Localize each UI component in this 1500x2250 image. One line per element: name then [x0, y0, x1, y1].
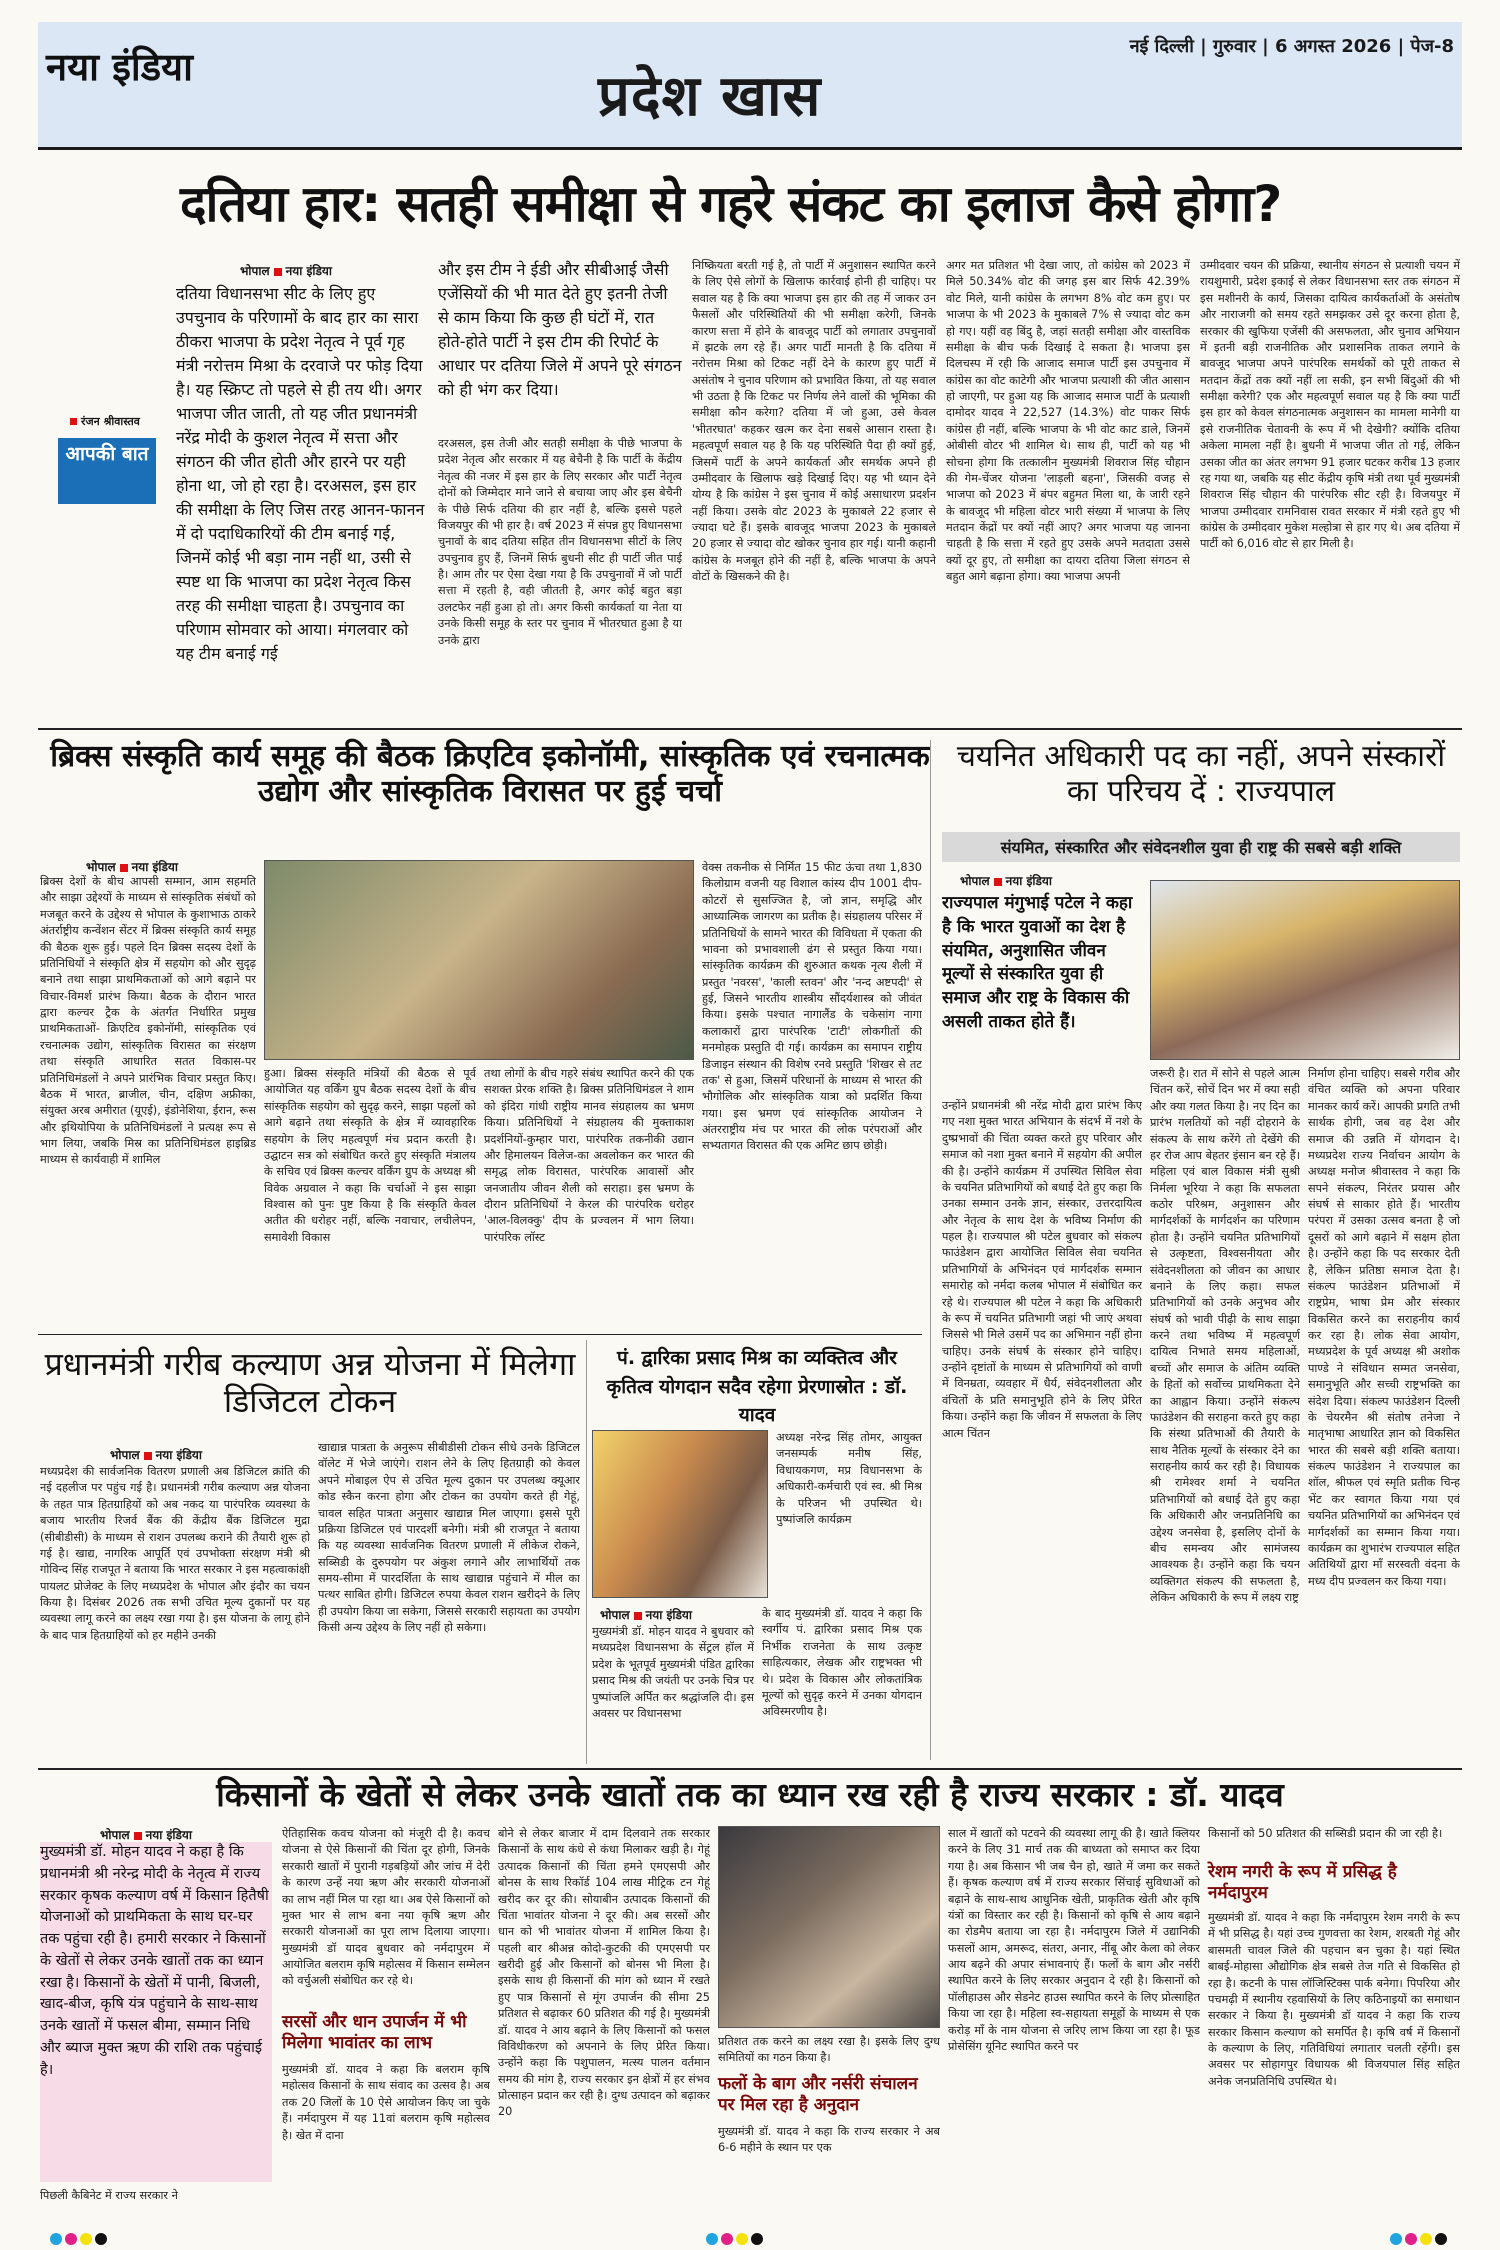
lead-headline: दतिया हार: सतही समीक्षा से गहरे संकट का इलाज कैसे होगा? [180, 175, 1282, 233]
mishra-byline: भोपाल नया इंडिया [600, 1608, 693, 1622]
lead-intro: दतिया विधानसभा सीट के लिए हुए उपचुनाव के परिणामों के बाद हार का सारा ठीकरा भाजपा के प्रदेश नेतृत्व ने पूर्व गृह मंत्री नरोत्तम मिश्रा के दरवाजे पर फोड़ दिया है। यह स्क्रिप्ट तो पहले से ही तय थी। अगर भाजपा जीत जाती, तो यह जीत प्रधानमंत्री नरेंद्र मोदी के कुशल नेतृत्व में सत्ता और संगठन की जीत होती और हारने पर यही होना था, जो हो रहा है। दरअसल, इस हार की समीक्षा के लिए जिस तरह आनन-फानन में दो पदाधिकारियों की टीम बनाई गई, जिनमें कोई भी बड़ा नाम नहीं था, उसी से स्पष्ट था कि भाजपा का प्रदेश नेतृत्व किस तरह की समीक्षा चाहता है। उपचुनाव का परिणाम सोमवार को आया। मंगलवार को यह टीम बनाई गई [176, 284, 425, 663]
author-name: रंजन श्रीवास्तव [70, 414, 140, 429]
governor-pullquote: राज्यपाल मंगुभाई पटेल ने कहा है कि भारत युवाओं का देश है संयमित, अनुशासित जीवन मूल्यों से संस्कारित युवा ही समाज और राष्ट्र के विकास की असली ताकत होते हैं। [942, 893, 1133, 1032]
farmers-subhead-2: फलों के बाग और नर्सरी संचालन पर मिल रहा है अनुदान [718, 2074, 918, 2116]
lead-column-3: अगर मत प्रतिशत भी देखा जाए, तो कांग्रेस को 2023 में मिले 50.34% वोट की जगह इस बार सिर्फ 42.39% वोट मिले, यानी कांग्रेस के लगभग 8% वोट कम हुए। पर भाजपा के भी 2023 के मुकाबले 7% से ज्यादा वोट कम हो गए। यहीं वह बिंदु है, जहां सतही समीक्षा और वास्तविक समीक्षा के बीच फर्क दिखाई दे सकता है। भाजपा इस दिलचस्प में रही कि आजाद समाज पार्टी इस उपचुनाव में कांग्रेस का वोट काटेगी और भाजपा प्रत्याशी की जीत आसान हो जाएगी, पर हुआ यह कि आजाद समाज पार्टी के प्रत्याशी दामोदर यादव ने 22,527 (14.3%) वोट पाकर सिर्फ कांग्रेस ही नहीं, बल्कि भाजपा के भी वोट काट डाले, जिनमें ओबीसी वोटर भी शामिल थे। साथ ही, पार्टी को यह भी सोचना होगा कि तत्कालीन मुख्यमंत्री शिवराज सिंह चौहान की गेम-चेंजर योजना 'लाड़ली बहना', जिसकी वजह से भाजपा को 2023 में बंपर बहुमत मिला था, के जारी रहने के बावजूद भी महिला वोटर भारी संख्या में भाजपा के लिए मतदान केंद्रों पर क्यों नहीं आए? अगर भाजपा यह जानना चाहती है कि सत्ता में रहते हुए उसके अपने मतदाता उससे क्यों दूर हुए, तो समीक्षा का दायरा दतिया जिला संगठन से बहुत आगे बढ़ाना होगा। क्या भाजपा अपनी [946, 259, 1190, 584]
cm-addressing-photo [718, 1826, 940, 2028]
pmgkay-column-1: मध्यप्रदेश की सार्वजनिक वितरण प्रणाली अब डिजिटल क्रांति की नई दहलीज पर पहुंच गई है। प्रधानमंत्री गरीब कल्याण अन्न योजना के तहत पात्र हितग्राहियों को अब नकद या पारंपरिक व्यवस्था के बजाय भारतीय रिजर्व बैंक की केंद्रीय बैंक डिजिटल मुद्रा (सीबीडीसी) के माध्यम से राशन उपलब्ध कराने की तैयारी शुरू हो गई है। खाद्य, नागरिक आपूर्ति एवं उपभोक्ता संरक्षण मंत्री श्री गोविन्द सिंह राजपूत ने बताया कि भारत सरकार ने इस महत्वाकांक्षी पायलट प्रोजेक्ट के लिए मध्यप्रदेश के भोपाल और इंदौर का चयन किया है। दिसंबर 2026 तक सभी उचित मूल्य दुकानों पर यह व्यवस्था लागू करने का लक्ष्य रखा गया है। इस योजना के लागू होने के बाद पात्र हितग्राहियों को हर महीने उनकी [40, 1465, 310, 1642]
brics-column-2: हुआ। ब्रिक्स संस्कृति मंत्रियों की बैठक से पूर्व आयोजित यह वर्किंग ग्रुप बैठक सदस्य देशों के बीच सांस्कृतिक सहयोग को सुदृढ़ करने, साझा पहलों को आगे बढ़ाने तथा संस्कृति के क्षेत्र में व्यावहारिक सहयोग के लिए महत्वपूर्ण मंच प्रदान करती है। उद्घाटन सत्र को संबोधित करते हुए संस्कृति मंत्रालय के सचिव एवं ब्रिक्स कल्चर वर्किंग ग्रुप के अध्यक्ष श्री विवेक अग्रवाल ने कहा कि चर्चाओं ने इस साझा विश्वास को पुनः पुष्ट किया है कि संस्कृति केवल अतीत की धरोहर नहीं, बल्कि नवाचार, लचीलेपन, समावेशी विकास [264, 1067, 476, 1244]
lead-intro-cont: और इस टीम ने ईडी और सीबीआई जैसी एजेंसियों की भी मात देते हुए इतनी तेजी से काम किया कि कुछ ही घंटों में, रात होते-होते पार्टी ने इस टीम की रिपोर्ट के आधार पर दतिया जिले में अपने पूरे संगठन को ही भंग कर दिया। [438, 260, 682, 399]
column-divider [586, 1340, 587, 1764]
byline-square-icon [634, 1612, 642, 1620]
section-divider [38, 1768, 1462, 1770]
lead-column-1: दरअसल, इस तेजी और सतही समीक्षा के पीछे भाजपा के प्रदेश नेतृत्व और सरकार में यह बेचैनी है कि पार्टी के केंद्रीय नेतृत्व की नजर में इस हार के लिए सरकार और पार्टी नेतृत्व दोनों को जिम्मेदार माने जाने से बचाया जाए और इस बेचैनी के पीछे सिर्फ दतिया की हार नहीं है, बल्कि इससे पहले विजयपुर की भी हार है। वर्ष 2023 में संपन्न हुए विधानसभा चुनावों के बाद दतिया सहित तीन विधानसभा सीटों के लिए उपचुनाव हुए हैं, जिनमें सिर्फ बुधनी सीट ही पार्टी जीत पाई है। आम तौर पर ऐसा देखा गया है कि उपचुनावों में जो पार्टी सत्ता में रहती है, वही जीतती है, अगर कोई बहुत बड़ा उलटफेर नहीं हुआ हो तो। अगर किसी कार्यकर्ता या नेता या उनके किसी समूह के स्तर पर चुनाव में भीतरघात हुआ है या उनके द्वारा [438, 437, 682, 647]
governor-byline: भोपाल नया इंडिया [960, 874, 1053, 888]
byline-square-icon [144, 1452, 152, 1460]
section-divider [38, 1334, 922, 1335]
governor-column-2: जरूरी है। रात में सोने से पहले आत्म चिंतन करें, सोचें दिन भर में क्या सही और क्या गलत किया है। नए दिन का प्रारंभ गलतियों को नहीं दोहराने के संकल्प के साथ करेंगे तो देखेंगे की हर रोज आप बेहतर इंसान बन रहे हैं। महिला एवं बाल विकास मंत्री सुश्री निर्मला भूरिया ने कहा कि सफलता कठोर परिश्रम, अनुशासन और मार्गदर्शकों के मार्गदर्शन का परिणाम होता है। उन्होंने चयनित प्रतिभागियों से उत्कृष्टता, विश्वसनीयता और संवेदनशीलता को जीवन का आधार बनाने के लिए कहा। सफल प्रतिभागियों को उनके अनुभव और संघर्ष को भावी पीढ़ी के साथ साझा करने तथा भविष्य में महत्वपूर्ण दायित्व निभाते समय महिलाओं, बच्चों और समाज के अंतिम व्यक्ति के हितों को सर्वोच्च प्राथमिकता देने का आह्वान किया। उन्होंने संकल्प फाउंडेशन की सराहना करते हुए कहा कि संस्था प्रतिभाओं की तैयारी के साथ नैतिक मूल्यों के संस्कार देने का सराहनीय कार्य कर रही है। विधायक श्री रामेश्वर शर्मा ने चयनित प्रतिभागियों को बधाई देते हुए कहा कि अधिकारी और जनप्रतिनिधि का उद्देश्य जनसेवा है, इसलिए दोनों के बीच समन्वय और सामंजस्य आवश्यक है। उन्होंने कहा कि चयन व्यक्तिगत संकल्प की सफलता है, लेकिन अधिकारी के रूप में लक्ष्य राष्ट्र [1150, 1067, 1300, 1604]
brics-column-3: तथा लोगों के बीच गहरे संबंध स्थापित करने की एक सशक्त प्रेरक शक्ति है। ब्रिक्स प्रतिनिधिमंडल ने शाम को इंदिरा गांधी राष्ट्रीय मानव संग्रहालय का भ्रमण किया। प्रतिनिधियों ने संग्रहालय की मुक्ताकाश प्रदर्शनियों-कुम्हार पारा, पारंपरिक तकनीकी उद्यान और हिमालयन विलेज-का अवलोकन कर भारत की समृद्ध लोक विरासत, पारंपरिक आवासों और जनजातीय जीवन शैली को सराहा। इस भ्रमण के दौरान प्रतिनिधियों ने केरल की पारंपरिक धरोहर 'आल-विलक्कु' दीप के प्रज्वलन में भाग लिया। पारंपरिक लॉस्ट [484, 1067, 694, 1244]
governor-subhead: संयमित, संस्कारित और संवेदनशील युवा ही राष्ट्र की सबसे बड़ी शक्ति [942, 832, 1460, 862]
mishra-caption: अध्यक्ष नरेन्द्र सिंह तोमर, आयुक्त जनसम्पर्क मनीष सिंह, विधायकगण, मप्र विधानसभा के अधिकारी-कर्मचारी एवं स्व. श्री मिश्र के परिजन भी उपस्थित थे। पुष्पांजलि कार्यक्रम [776, 1431, 922, 1526]
farmers-column-1b: मुख्यमंत्री डॉ. यादव ने कहा कि बलराम कृषि महोत्सव किसानों के साथ संवाद का उत्सव है। अब तक 20 जिलों के 10 ऐसे आयोजन किए जा चुके हैं। नर्मदापुरम में यह 11वां बलराम कृषि महोत्सव है। खेत में दाना [282, 2063, 490, 2142]
farmers-headline: किसानों के खेतों से लेकर उनके खातों तक का ध्यान रख रही है राज्य सरकार : डॉ. यादव [216, 1775, 1284, 1814]
byline-square-icon [994, 878, 1002, 886]
farmers-column-5: किसानों को 50 प्रतिशत की सब्सिडी प्रदान की जा रही है। [1208, 1827, 1443, 1840]
lead-column-4: उम्मीदवार चयन की प्रक्रिया, स्थानीय संगठन से प्रत्याशी चयन में रायशुमारी, प्रदेश इकाई से लेकर विधानसभा स्तर तक संगठन में इस मशीनरी के कार्य, जिसका दायित्व कार्यकर्ताओं के असंतोष और नाराजगी को समय रहते समझकर उसे दूर करना होता है, सरकार की खुफिया एजेंसी की असफलता, और चुनाव अभियान में इतनी बड़ी राजनीतिक और प्रशासनिक ताकत लगाने के बावजूद भाजपा अपने पारंपरिक समर्थकों को पूरी ताकत से मतदान केंद्रों तक क्यों नहीं ला सकी, इन सभी बिंदुओं की भी समीक्षा करेगी? एक और महत्वपूर्ण सवाल यह है कि क्या पार्टी इस हार को केवल संगठनात्मक अनुशासन का मामला मानेगी या इसे राजनीतिक चेतावनी के रूप में भी देखेगी? क्योंकि दतिया अकेला मामला नहीं है। बुधनी में भाजपा जीत तो गई, लेकिन उसका जीत का अंतर लगभग 91 हजार घटकर करीब 13 हजार रह गया था, जबकि यह सीट केंद्रीय कृषि मंत्री तथा पूर्व मुख्यमंत्री शिवराज सिंह चौहान की पारंपरिक सीट रही है। विजयपुर में भाजपा उम्मीदवार रामनिवास रावत सरकार में मंत्री रहते हुए भी कांग्रेस के उम्मीदवार मुकेश मल्होत्रा से हार गए थे। अब दतिया में पार्टी को 6,016 वोट से हार मिली है। [1200, 259, 1460, 551]
brics-column-1: ब्रिक्स देशों के बीच आपसी सम्मान, आम सहमति और साझा उद्देश्यों के माध्यम से सांस्कृतिक संबंधों को मजबूत करने के उद्देश्य से भोपाल के कुशाभाऊ ठाकरे अंतर्राष्ट्रीय कन्वेंशन सेंटर में ब्रिक्स संस्कृति कार्य समूह की बैठक शुरू हुई। पहले दिन ब्रिक्स सदस्य देशों के प्रतिनिधियों ने संस्कृति क्षेत्र में सहयोग को और सुदृढ़ बनाने तथा साझा प्राथमिकताओं को आगे बढ़ाने पर विचार-विमर्श प्रारंभ किया। बैठक के दौरान भारत द्वारा कल्चर ट्रैक के अंतर्गत निर्धारित प्रमुख प्राथमिकताओं- क्रिएटिव इकोनॉमी, सांस्कृतिक एवं रचनात्मक उद्योग, सांस्कृतिक विरासत का संरक्षण तथा संस्कृति आधारित सतत विकास-पर प्रतिनिधिमंडलों ने अपने प्रारंभिक विचार प्रस्तुत किए। बैठक में भारत, ब्राजील, चीन, दक्षिण अफ्रीका, संयुक्त अरब अमीरात (यूएई), इंडोनेशिया, ईरान, रूस और इथियोपिया के प्रतिनिधिमंडलों ने प्रत्यक्ष रूप से भाग लिया, जबकि मिस्र का प्रतिनिधिमंडल हाइब्रिड माध्यम से कार्यवाही में शामिल [40, 875, 256, 1167]
farmers-subhead-1: सरसों और धान उपार्जन में भी मिलेगा भावांतर का लाभ [282, 2012, 467, 2054]
byline-square-icon [274, 268, 282, 276]
lead-byline: भोपाल नया इंडिया [240, 264, 333, 278]
print-registration-strip [0, 2222, 1500, 2250]
section-divider [38, 728, 1462, 730]
brics-delegates-photo [264, 860, 694, 1060]
color-registration-dots [706, 2230, 766, 2249]
brics-byline: भोपाल नया इंडिया [86, 860, 179, 874]
farmers-column-3: प्रतिशत तक करने का लक्ष्य रखा है। इसके लिए दुग्ध समितियों का गठन किया है। [718, 2035, 940, 2065]
brics-column-4: वेक्स तकनीक से निर्मित 15 फीट ऊंचा तथा 1,830 किलोग्राम वजनी यह विशाल कांस्य दीप 1001 दीप-कोटरों से सुसज्जित है, जो ज्ञान, समृद्धि और आध्यात्मिक जागरण का प्रतीक है। संग्रहालय परिसर में प्रतिनिधियों के सामने भारत की विविधता में एकता की भावना को प्रभावशाली ढंग से प्रस्तुत किया गया। सांस्कृतिक कार्यक्रम की शुरुआत कथक नृत्य शैली में प्रस्तुत 'नवरस', 'काली स्तवन' और 'नन्द अष्टपदी' से हुई, जिसने भारतीय शास्त्रीय सौंदर्यशास्त्र को जीवंत किया। इसके पश्चात नागालैंड के चकेसांग नागा कलाकारों द्वारा पारंपरिक 'टाटी' लोकगीतों की मनमोहक प्रस्तुति दी गई। कार्यक्रम का समापन राष्ट्रीय डिजाइन संस्थान की विशेष रनवे प्रस्तुति 'शिखर से तट तक' से हुआ, जिसमें परिधानों के माध्यम से भारत की भौगोलिक और सांस्कृतिक यात्रा को प्रदर्शित किया गया। इस भ्रमण एवं सांस्कृतिक आयोजन ने अंतरराष्ट्रीय मंच पर भारत की लोक परंपराओं और सभ्यतागत विरासत की एक अमिट छाप छोड़ी। [702, 861, 922, 1153]
color-registration-dots [1390, 2230, 1450, 2249]
governor-column-3: निर्माण होना चाहिए। सबसे गरीब और वंचित व्यक्ति को अपना परिवार मानकर कार्य करें। आपकी प्रगति तभी सार्थक होगी, जब वह देश और समाज की उन्नति में योगदान दे। मध्यप्रदेश राज्य निर्वाचन आयोग के अध्यक्ष मनोज श्रीवास्तव ने कहा कि सपने संकल्प, निरंतर प्रयास और संघर्ष से साकार होते हैं। भारतीय परंपरा में उसका उत्सव बनता है जो दूसरों को आगे बढ़ाने में सक्षम होता है। उन्होंने कहा कि पद सरकार देती है, लेकिन प्रतिष्ठा समाज देता है। संकल्प फाउंडेशन प्रतिभाओं में राष्ट्रप्रेम, भाषा प्रेम और संस्कार विकसित करने का सराहनीय कार्य कर रहा है। लोक सेवा आयोग, मध्यप्रदेश के पूर्व अध्यक्ष श्री अशोक पाण्डे ने संविधान सम्मत जनसेवा, समानुभूति और सच्ची राष्ट्रभक्ति का संदेश दिया। संकल्प फाउंडेशन दिल्ली के चेयरमैन श्री संतोष तनेजा ने मातृभाषा आधारित ज्ञान को विकसित भारत की सबसे बड़ी शक्ति बताया। संकल्प फाउंडेशन ने राज्यपाल का शॉल, श्रीफल एवं स्मृति प्रतीक चिन्ह भेंट कर स्वागत किया गया एवं चयनित प्रतिभागियों का अभिनंदन एवं मार्गदर्शकों का सम्मान किया गया। कार्यक्रम का शुभारंभ राज्यपाल सहित अतिथियों द्वारा माँ सरस्वती वंदना के मध्य दीप प्रज्वलन कर किया गया। [1308, 1067, 1460, 1588]
pmgkay-headline: प्रधानमंत्री गरीब कल्याण अन्न योजना में मिलेगा डिजिटल टोकन [44, 1345, 576, 1420]
farmers-byline: भोपाल नया इंडिया [100, 1828, 193, 1842]
mishra-tribute-photo [592, 1430, 768, 1598]
farmers-intro-tail: पिछली कैबिनेट में राज्य सरकार ने [40, 2189, 178, 2202]
farmers-subhead-3: रेशम नगरी के रूप में प्रसिद्ध है नर्मदापुरम [1208, 1862, 1397, 1904]
governor-column-1: उन्होंने प्रधानमंत्री श्री नरेंद्र मोदी द्वारा प्रारंभ किए गए नशा मुक्त भारत अभियान के संदर्भ में नशे के दुष्प्रभावों की चिंता व्यक्त करते हुए परिवार और समाज को नशा मुक्त बनाने में सहयोग की अपील की है। उन्होंने कार्यक्रम में उपस्थित सिविल सेवा के चयनित प्रतिभागियों को बधाई देते हुए कहा कि उनका सम्मान उनके ज्ञान, संस्कार, उत्तरदायित्व और नेतृत्व के साथ देश के भविष्य निर्माण की पहल है। राज्यपाल श्री पटेल बुधवार को संकल्प फाउंडेशन द्वारा आयोजित सिविल सेवा चयनित प्रतिभागियों के अभिनंदन एवं मार्गदर्शक सम्मान समारोह को नर्मदा कलब भोपाल में संबोधित कर रहे थे। राज्यपाल श्री पटेल ने कहा कि अधिकारी के रूप में चयनित प्रतिभागी जहां भी जाएं अथवा जिससे भी मिले उसमें पद का अभिमान नहीं होना चाहिए। उनके संघर्ष के संस्कार होने चाहिए। उन्होंने दृष्टांतों के माध्यम से प्रतिभागियों को वाणी में विनम्रता, व्यवहार में धैर्य, संवेदनशीलता और वंचितों के प्रति समानुभूति होने के लिए प्रेरित किया। उन्होंने कहा कि जीवन में सफलता के लिए आत्म चिंतन [942, 1099, 1142, 1440]
farmers-column-4: साल में खातों को पटवने की व्यवस्था लागू की है। खाते क्लियर करने के लिए 31 मार्च तक की बाध्यता को समाप्त कर दिया गया है। अब किसान भी जब चैन हो, खाते में जमा कर सकते हैं। कृषक कल्याण वर्ष में राज्य सरकार सिंचाई सुविधाओं को बढ़ाने के साथ-साथ आधुनिक खेती, प्राकृतिक खेती और कृषि यंत्रों का विस्तार कर रही है। किसानों को कृषि से आय बढ़ाने का रोडमैप बताया जा रहा है। नर्मदापुरम जिले में उद्यानिकी फसलों आम, अमरूद, संतरा, अनार, नींबू और केला को लेकर आय बढ़ने की अपार संभावनाएं हैं। फलों के बाग और नर्सरी स्थापित करने के लिए सरकार अनुदान दे रही है। किसानों को पॉलीहाउस और सेडनेट हाउस स्थापित करने के लिए प्रोत्साहित किया जा रहा है। महिला स्व-सहायता समूहों के माध्यम से एक करोड़ माँ के नाम योजना से जरिए लाभ किया जा रहा है। फूड प्रोसेसिंग यूनिट स्थापित करने पर [948, 1827, 1200, 2053]
farmers-intro: मुख्यमंत्री डॉ. मोहन यादव ने कहा है कि प्रधानमंत्री श्री नरेन्द्र मोदी के नेतृत्व में राज्य सरकार कृषक कल्याण वर्ष में किसान हितैषी योजनाओं को प्राथमिकता के साथ घर-घर तक पहुंचा रही है। हमारी सरकार ने किसानों के खेतों से लेकर उनके खातों तक का ध्यान रखा है। किसानों के खेतों में पानी, बिजली, खाद-बीज, कृषि यंत्र पहुंचाने के साथ-साथ उनके खातों में फसल बीमा, सम्मान निधि और ब्याज मुक्त ऋण की राशि तक पहुंचाई है। [40, 1842, 272, 2182]
newspaper-logo: नया इंडिया [46, 44, 193, 89]
lead-column-2: निष्क्रियता बरती गई है, तो पार्टी में अनुशासन स्थापित करने के लिए ऐसे लोगों के खिलाफ कार्रवाई होनी ही चाहिए। पर सवाल यह है कि क्या भाजपा इस हार की तह में जाकर उन फैसलों और परिस्थितियों की भी समीक्षा करेगी, जिनके कारण सत्ता में होने के बावजूद पार्टी को लगातार उपचुनावों में झटके लग रहे हैं। अगर पार्टी मानती है कि दतिया में नरोत्तम मिश्रा को टिकट नहीं देने के कारण हुए पार्टी में असंतोष ने चुनाव परिणाम को प्रभावित किया, तो यह सवाल भी उठता है कि टिकट पर निर्णय लेने वालों की भूमिका की समीक्षा कौन करेगा? दतिया में जो हुआ, उसे केवल 'भीतरघात' कहकर खत्म कर देना सबसे आसान रास्ता है। महत्वपूर्ण सवाल यह है कि यह परिस्थिति पैदा ही क्यों हुई, जिसमें पार्टी के अपने कार्यकर्ता और समर्थक अपने ही उम्मीदवार के खिलाफ खड़े दिखाई दिए। यह भी ध्यान देने योग्य है कि कांग्रेस ने इस चुनाव में कोई असाधारण प्रदर्शन नहीं किया। उसके वोट 2023 के मुकाबले 22 हजार से ज्यादा घटे हैं। इसके बावजूद भाजपा 2023 के मुकाबले 20 हजार से ज्यादा वोट खोकर चुनाव हार गई। यानी कहानी कांग्रेस के मजबूत होने की नहीं है, बल्कि भाजपा के अपने वोटों के खिसकने की है। [692, 259, 936, 584]
farmers-column-2: बोने से लेकर बाजार में दाम दिलवाने तक सरकार किसानों के साथ कंधे से कंधा मिलाकर खड़ी है। गेहूं उत्पादक किसानों की चिंता हमने एमएसपी और बोनस के साथ रिकॉर्ड 104 लाख मीट्रिक टन गेहूं खरीद कर दूर की। सोयाबीन उत्पादक किसानों की चिंता भावांतर योजना ने दूर की। अब सरसों और धान को भी भावांतर योजना में शामिल किया है। पहली बार श्रीअन्न कोदो-कुटकी की एमएसपी पर खरीदी हुई और किसानों को बोनस भी मिला है। इसके साथ ही किसानों की मांग को ध्यान में रखते हुए पात्र किसानों से मूंग उपार्जन की सीमा 25 प्रतिशत से बढ़ाकर 60 प्रतिशत की गई है। मुख्यमंत्री डॉ. यादव ने आय बढ़ाने के लिए किसानों को फसल विविधीकरण को अपनाने के लिए प्रेरित किया। उन्होंने कहा कि पशुपालन, मत्स्य पालन वर्तमान समय की मांग है, राज्य सरकार इन क्षेत्रों में हर संभव प्रोत्साहन प्रदान कर रही है। दुग्ध उत्पादन को बढ़ाकर 20 [498, 1827, 710, 2119]
brics-headline: ब्रिक्स संस्कृति कार्य समूह की बैठक क्रिएटिव इकोनॉमी, सांस्कृतिक एवं रचनात्मक उद्योग और सांस्कृतिक विरासत पर हुई चर्चा [50, 739, 930, 809]
section-title: प्रदेश खास [598, 64, 822, 129]
mishra-column-1: मुख्यमंत्री डॉ. मोहन यादव ने बुधवार को मध्यप्रदेश विधानसभा के सेंट्रल हॉल में प्रदेश के भूतपूर्व मुख्यमंत्री पंडित द्वारिका प्रसाद मिश्र की जयंती पर उनके चित्र पर पुष्पांजलि अर्पित कर श्रद्धांजलि दी। इस अवसर पर विधानसभा [592, 1625, 754, 1720]
byline-square-icon [134, 1832, 142, 1840]
mishra-headline: पं. द्वारिका प्रसाद मिश्र का व्यक्तित्व और कृतित्व योगदान सदैव रहेगा प्रेरणास्रोत : डॉ. यादव [606, 1347, 908, 1426]
masthead [38, 22, 1462, 150]
byline-square-icon [120, 864, 128, 872]
pmgkay-column-2: खाद्यान्न पात्रता के अनुरूप सीबीडीसी टोकन सीधे उनके डिजिटल वॉलेट में भेजे जाएंगे। राशन लेने के लिए हितग्राही को केवल अपने मोबाइल ऐप से उचित मूल्य दुकान पर उपलब्ध क्यूआर कोड स्कैन करना होगा और टोकन का उपयोग करते ही गेहूं, चावल सहित पात्रता अनुसार खाद्यान्न मिल जाएगा। इससे पूरी प्रक्रिया डिजिटल एवं पारदर्शी बनेगी। मंत्री श्री राजपूत ने बताया कि यह व्यवस्था सार्वजनिक वितरण प्रणाली में लीकेज रोकने, सब्सिडी के दुरुपयोग पर अंकुश लगाने और लाभार्थियों तक समय-सीमा में पारदर्शिता के साथ खाद्यान्न पहुंचाने में मील का पत्थर साबित होगी। डिजिटल रुपया केवल राशन खरीदने के लिए ही उपयोग किया जा सकेगा, जिससे सरकारी सहायता का उपयोग किसी अन्य उद्देश्य के लिए नहीं हो सकेगा। [318, 1441, 580, 1635]
mishra-column-2: के बाद मुख्यमंत्री डॉ. यादव ने कहा कि स्वर्गीय पं. द्वारिका प्रसाद मिश्र एक निर्भीक राजनेता के साथ उत्कृष्ट साहित्यकार, लेखक और राष्ट्रभक्त भी थे। प्रदेश के विकास और लोकतांत्रिक मूल्यों को सुदृढ़ करने में उनका योगदान अविस्मरणीय है। [762, 1607, 922, 1719]
farmers-column-3b: मुख्यमंत्री डॉ. यादव ने कहा कि राज्य सरकार ने अब 6-6 महीने के स्थान पर एक [718, 2125, 940, 2155]
pmgkay-byline: भोपाल नया इंडिया [110, 1448, 203, 1462]
color-registration-dots [50, 2230, 110, 2249]
dateline: नई दिल्ली | गुरुवार | 6 अगस्त 2026 | पेज-8 [1129, 36, 1454, 57]
farmers-column-5b: मुख्यमंत्री डॉ. यादव ने कहा कि नर्मदापुरम रेशम नगरी के रूप में भी प्रसिद्ध है। यहां उच्च गुणवत्ता का रेशम, शरबती गेहूं और बासमती चावल जिले की पहचान बन चुका है। यहां स्थित बाबई-मोहासा औद्योगिक क्षेत्र सबसे तेज गति से विकसित हो रहा है। कटनी के पास लॉजिस्टिक्स पार्क बनेगा। पिपरिया और पचमढ़ी में स्थानीय रहवासियों के लिए कठिनाइयों का समाधान सरकार ने किया है। मुख्यमंत्री डॉ यादव ने कहा कि राज्य सरकार किसान कल्याण को समर्पित है। कृषि वर्ष में किसानों के कल्याण के लिए, गतिविधियां लगातार चलती रहेंगी। इस अवसर पर सोहागपुर विधायक श्री विजयपाल सिंह सहित अनेक जनप्रतिनिधि उपस्थित थे। [1208, 1911, 1460, 2088]
governor-event-photo [1150, 880, 1460, 1060]
column-divider [930, 740, 931, 1760]
bullet-square-icon [70, 418, 77, 425]
governor-headline: चयनित अधिकारी पद का नहीं, अपने संस्कारों का परिचय दें : राज्यपाल [956, 739, 1446, 809]
column-badge: आपकी बात [58, 438, 156, 504]
farmers-column-1: ऐतिहासिक कवच योजना को मंजूरी दी है। कवच योजना से ऐसे किसानों की चिंता दूर होगी, जिनके सरकारी खातों में पुरानी गड़बड़ियों और जांच में देरी के कारण उन्हें नया ऋण और सरकारी योजनाओं का लाभ नहीं मिल पा रहा था। अब ऐसे किसानों को मुक्त भार से लाभ बना नया कृषि ऋण और सरकारी योजनाओं का पूरा लाभ दिलाया जाएगा। मुख्यमंत्री डॉ यादव बुधवार को नर्मदापुरम में आयोजित बलराम कृषि महोत्सव में किसान सम्मेलन को वर्चुअली संबोधित कर रहे थे। [282, 1827, 490, 1988]
